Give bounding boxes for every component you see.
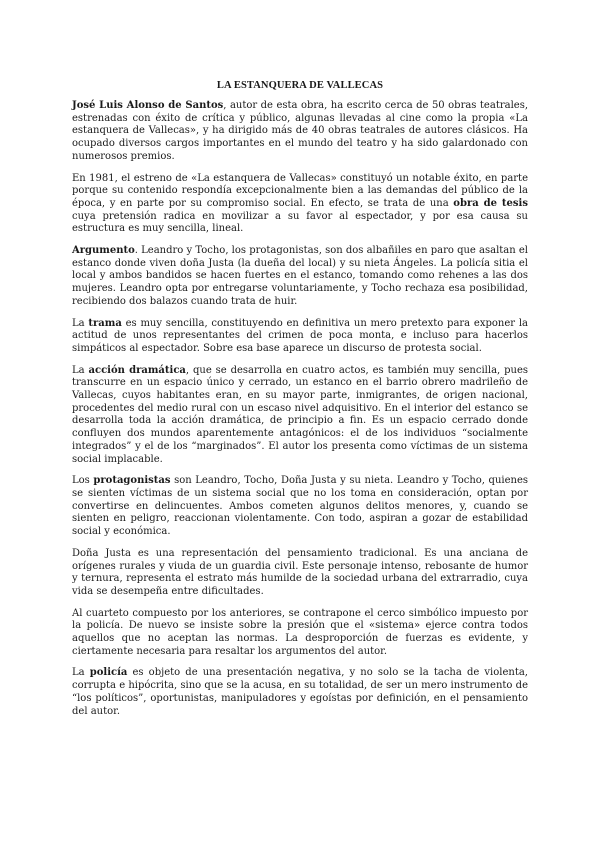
term-argumento: Argumento xyxy=(72,245,135,257)
term-accion-dramatica: acción dramática xyxy=(88,364,186,376)
paragraph-argumento: Argumento. Leandro y Tocho, los protagonistas, son dos albañiles en paro que asaltan el estanco donde viven doña Justa (la dueña del local) y su nieta Ángeles. La policía sitia el local y ambos bandidos se hacen fuertes en el estanco, tomando como rehenes a las dos mujeres. Leandro opta por entregarse voluntariamente, y Tocho rechaza esa posibilidad, recibiendo dos balazos cuando trata de huir. xyxy=(72,245,528,307)
term-policia: policía xyxy=(89,667,128,679)
paragraph-trama: La trama es muy sencilla, constituyendo en definitiva un mero pretexto para exponer la actitud de unos representantes del crimen de poca monta, e incluso para hacerlos simpáticos al espectador. Sobre esa base aparece un discurso de protesta social. xyxy=(72,317,528,354)
paragraph-cuarteto: Al cuarteto compuesto por los anteriores, se contrapone el cerco simbólico impuesto por la policía. De nuevo se insiste sobre la presión que el «sistema» ejerce contra todos aquellos que no aceptan las normas. La desproporción de fuerzas es evidente, y ciertamente necesaria para resaltar los argumentos del autor. xyxy=(72,607,528,657)
paragraph-accion-dramatica: La acción dramática, que se desarrolla en cuatro actos, es también muy sencilla, pues transcurre en un espacio único y cerrado, un estanco en el barrio obrero madrileño de Vallecas, cuyos habitantes eran, en su mayor parte, inmigrantes, de origen nacional, procedentes del medio rural con un escaso nivel adquisitivo. En el interior del estanco se desarrolla toda la acción dramática, de principio a fin. Es un espacio cerrado donde confluyen dos mundos aparentemente antagónicos: el de los individuos “socialmente integrados” y el de los “marginados”. El autor los presenta como víctimas de un sistema social implacable. xyxy=(72,364,528,465)
author-name: José Luis Alonso de Santos xyxy=(72,100,224,111)
paragraph-protagonistas: Los protagonistas son Leandro, Tocho, Doña Justa y su nieta. Leandro y Tocho, quienes se sienten víctimas de un sistema social que no los toma en consideración, optan por convertirse en delincuentes. Ambos cometen algunos delitos menores, y, cuando se sienten en peligro, reaccionan violentamente. Con todo, aspiran a gozar de estabilidad social y económica. xyxy=(72,475,528,538)
document-title: LA ESTANQUERA DE VALLECAS xyxy=(216,80,384,91)
term-protagonistas: protagonistas xyxy=(93,475,171,487)
term-obra-de-tesis: obra de tesis xyxy=(453,197,528,209)
paragraph-policia: La policía es objeto de una presentación negativa, y no solo se la tacha de violenta, corrupta e hipócrita, sino que se la acusa, en su totalidad, de ser un mero instrumento de “los políticos”, oportunistas, manipuladores y egoístas por definición, en el pensamiento del autor. xyxy=(72,667,528,717)
term-trama: trama xyxy=(88,317,122,329)
paragraph-author: José Luis Alonso de Santos, autor de esta obra, ha escrito cerca de 50 obras teatrales, estrenadas con éxito de crítica y público, algunas llevadas al cine como la propia «La estanquera de Vallecas», y ha dirigido más de 40 obras teatrales de autores clásicos. Ha ocupado diversos cargos importantes en el mundo del teatro y ha sido galardonado con numerosos premios. xyxy=(72,100,529,162)
paragraph-premiere: En 1981, el estreno de «La estanquera de Vallecas» constituyó un notable éxito, en parte porque su contenido respondía excepcionalmente bien a las demandas del público de la época, y en parte por su compromiso social. En efecto, se trata de una obra de tesis cuya pretensión radica en movilizar a su favor al espectador, y por esa causa su estructura es muy sencilla, lineal. xyxy=(72,172,528,235)
document-page xyxy=(72,80,528,727)
paragraph-dona-justa: Doña Justa es una representación del pensamiento tradicional. Es una anciana de orígenes rurales y viuda de un guardia civil. Este personaje intenso, rebosante de humor y ternura, representa el estrato más humilde de la sociedad urbana del extrarradio, cuya vida se desempeña entre dificultades. xyxy=(72,547,528,597)
